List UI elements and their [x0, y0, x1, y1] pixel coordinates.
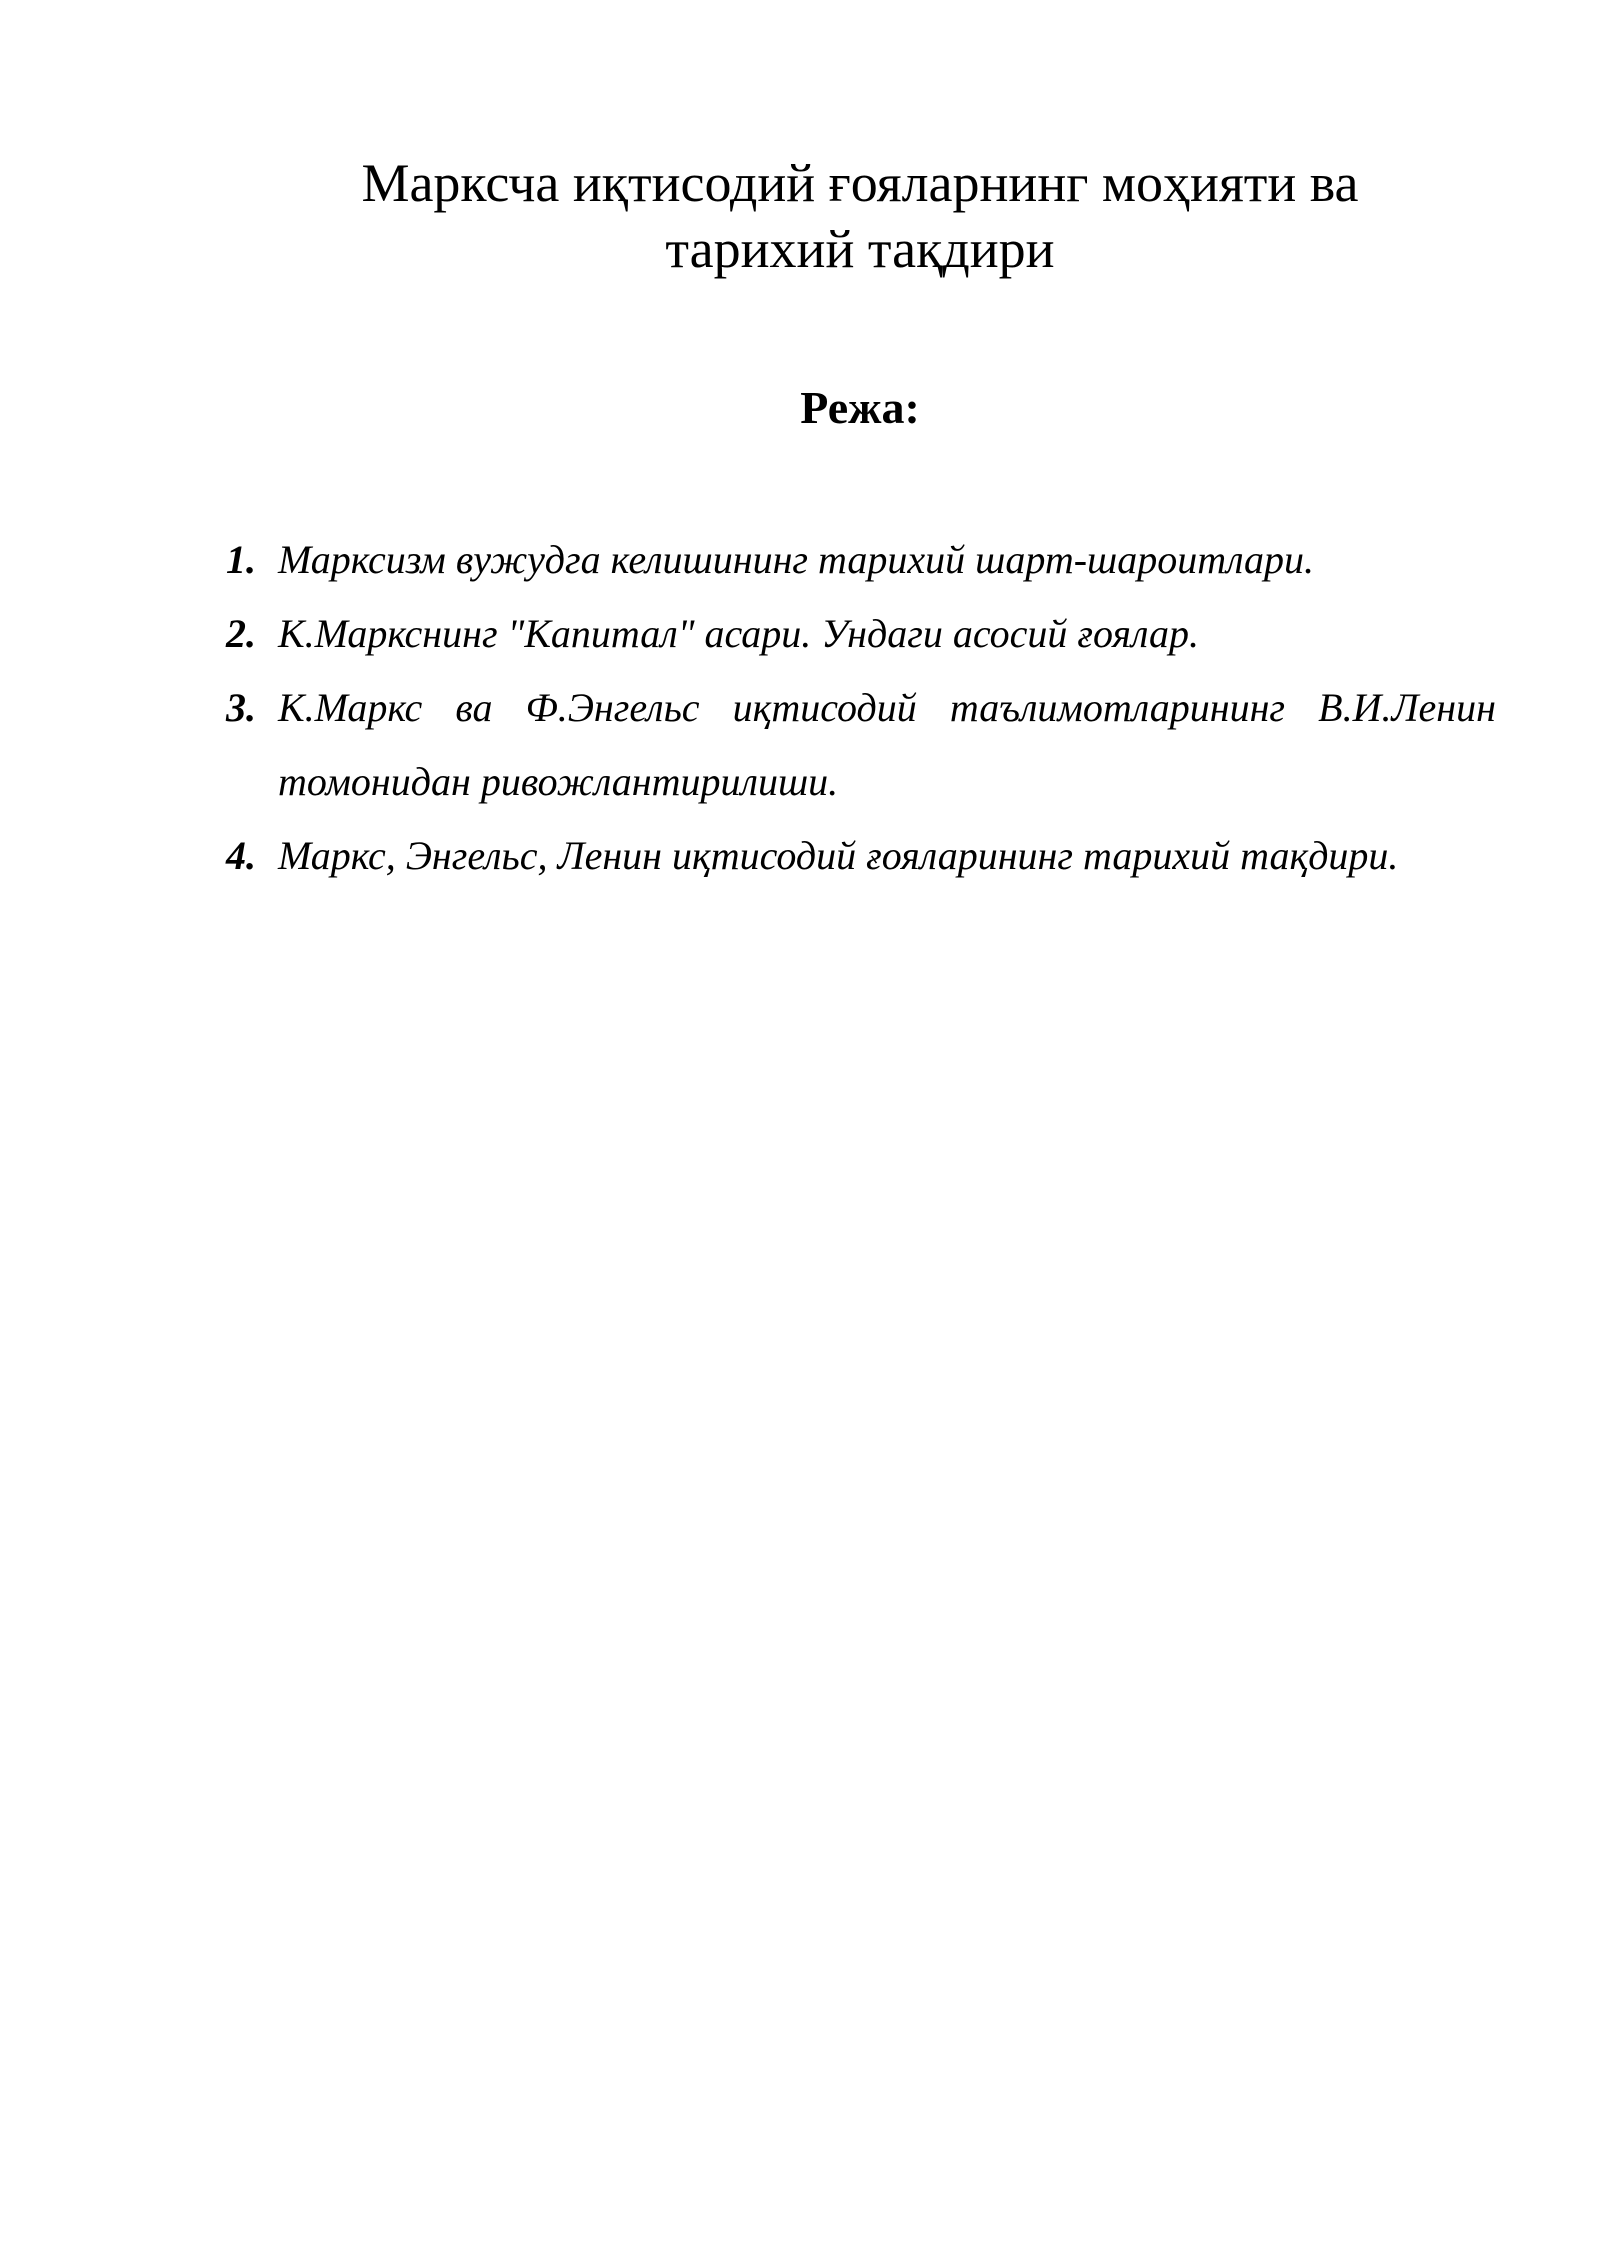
plan-item-4	[226, 819, 1496, 893]
plan-item-number: 1.	[226, 537, 256, 582]
title-line-1: Марксча иқтисодий ғояларнинг моҳияти ва	[361, 153, 1359, 213]
plan-item-3	[226, 671, 1496, 819]
plan-heading: Режа:	[800, 382, 920, 433]
page-title	[240, 150, 1480, 282]
plan-item-text: К.Маркснинг "Капитал" асари. Ундаги асосий ғоялар.	[278, 611, 1199, 656]
plan-item-number: 4.	[226, 833, 256, 878]
plan-item-text: К.Маркс ва Ф.Энгельс иқтисодий таълимотларининг В.И.Ленин томонидан ривожлантирилиши.	[278, 685, 1496, 804]
plan-item-2	[226, 597, 1496, 671]
plan-item-number: 3.	[226, 685, 256, 730]
title-line-2: тарихий тақдири	[665, 219, 1055, 279]
plan-item-text: Марксизм вужудга келишининг тарихий шарт-шароитлари.	[278, 537, 1315, 582]
plan-item-1	[226, 523, 1496, 597]
plan-item-text: Маркс, Энгельс, Ленин иқтисодий ғояларининг тарихий тақдири.	[278, 833, 1399, 878]
plan-list	[226, 523, 1496, 893]
plan-item-number: 2.	[226, 611, 256, 656]
